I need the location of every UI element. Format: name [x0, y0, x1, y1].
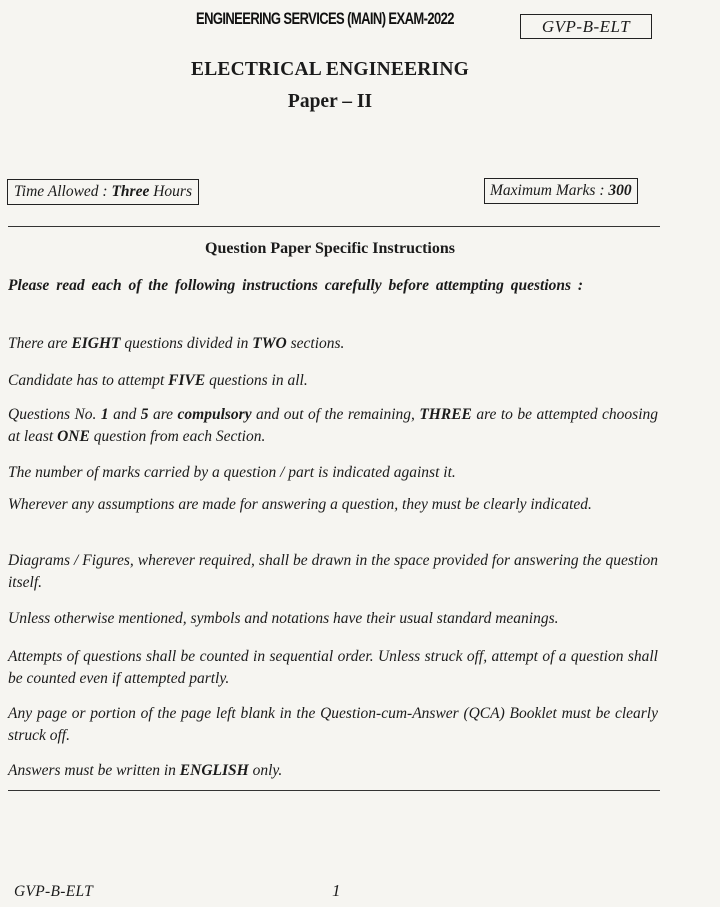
marks-value: 300 — [608, 182, 632, 199]
instruction-item: Candidate has to attempt FIVE questions in all. — [8, 372, 308, 389]
instruction-item: Questions No. 1 and 5 are compulsory and out of the remaining, THREE are to be attempted choosing at least ONE question from each Section. — [8, 406, 658, 445]
page-number: 1 — [332, 881, 341, 900]
booklet-code-box: GVP-B-ELT — [520, 14, 652, 39]
instruction-item: Answers must be written in ENGLISH only. — [8, 762, 283, 779]
instructions-lead: Please read each of the following instructions carefully before attempting questions : — [8, 277, 584, 294]
time-label: Time Allowed : — [14, 183, 112, 200]
marks-label: Maximum Marks : — [490, 182, 609, 199]
time-value: Three — [111, 183, 150, 200]
time-unit: Hours — [149, 183, 192, 200]
paper-subtitle: Paper – II — [287, 91, 373, 112]
time-allowed-box — [7, 179, 199, 205]
instructions-heading: Question Paper Specific Instructions — [205, 240, 455, 257]
instruction-item: The number of marks carried by a question / part is indicated against it. — [8, 464, 456, 481]
instruction-item: Unless otherwise mentioned, symbols and notations have their usual standard meanings. — [8, 610, 559, 627]
instruction-item: Diagrams / Figures, wherever required, shall be drawn in the space provided for answering the question itself. — [8, 552, 658, 591]
maximum-marks-box — [484, 178, 638, 204]
bottom-divider — [8, 790, 660, 791]
instruction-item: Attempts of questions shall be counted in sequential order. Unless struck off, attempt of a question shall be counted even if attempted partly. — [8, 648, 658, 687]
instruction-item: There are EIGHT questions divided in TWO sections. — [8, 335, 345, 352]
footer-booklet-code: GVP-B-ELT — [14, 883, 94, 900]
top-divider — [8, 226, 660, 227]
instruction-item: Wherever any assumptions are made for answering a question, they must be clearly indicated. — [8, 496, 592, 513]
page-title: ELECTRICAL ENGINEERING — [190, 59, 469, 80]
exam-stamp: ENGINEERING SERVICES (MAIN) EXAM-2022 — [196, 9, 454, 28]
instruction-item: Any page or portion of the page left blank in the Question-cum-Answer (QCA) Booklet must be clearly struck off. — [8, 705, 658, 744]
